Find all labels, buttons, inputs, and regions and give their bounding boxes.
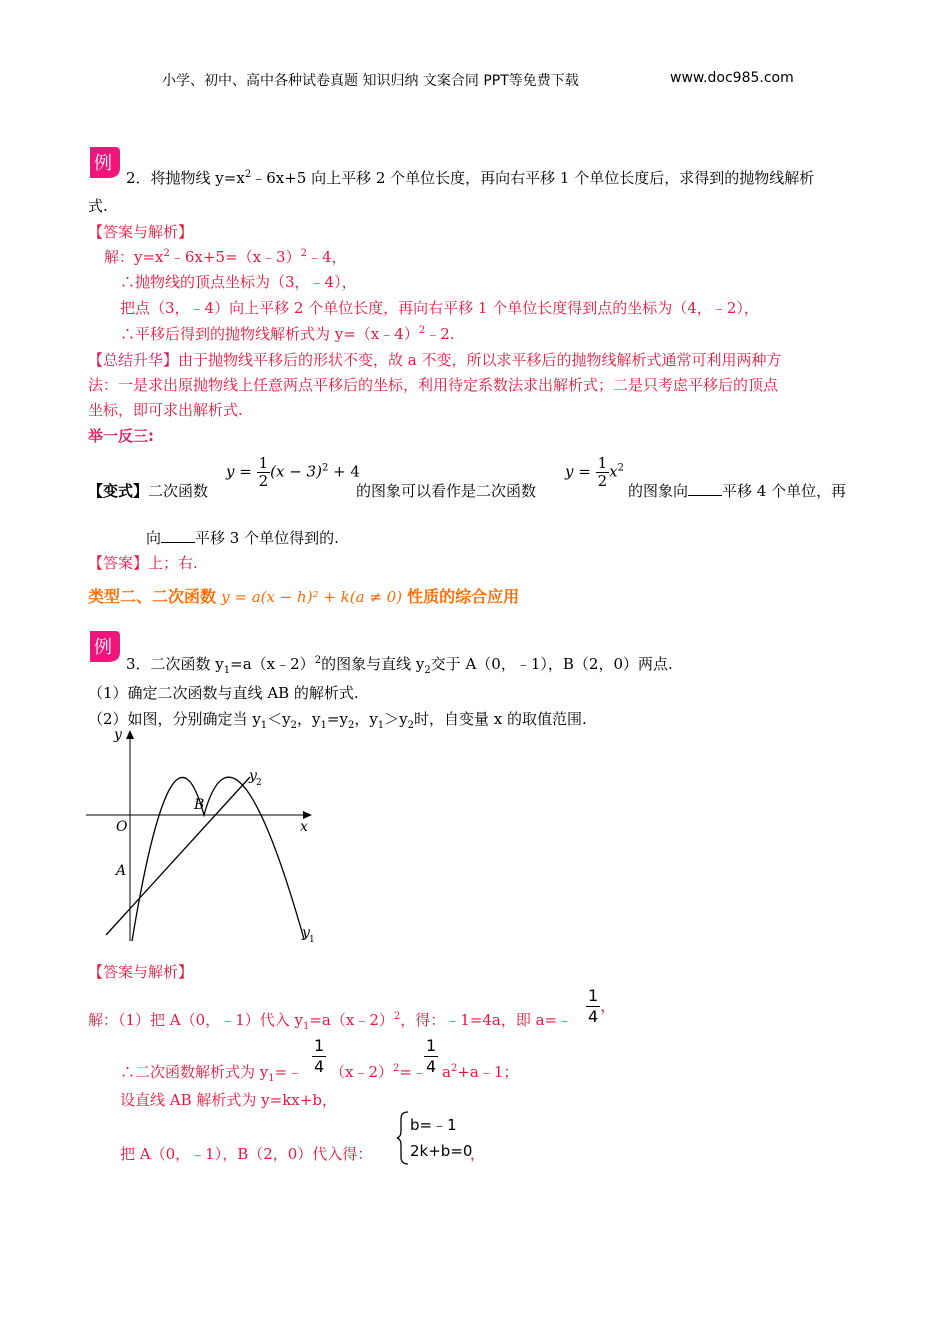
example2-summary-line2: 法：一是求出原抛物线上任意两点平移后的坐标，利用待定系数法求出解析式；二是只考虑平移后的顶点 (88, 376, 779, 394)
header-text: 小学、初中、高中各种试卷真题 知识归纳 文案合同 PPT等免费下载 (162, 73, 579, 89)
example3-part2: （2）如图，分别确定当 $y_1<y_2$，$y_1=y_2$，$y_1>y_2$时，自变量 x 的取值范围. (88, 710, 587, 731)
graph-y2-label: y (249, 768, 257, 784)
graph-point-b-label: B (194, 797, 205, 813)
variation-text3-line: 的图象向 平移 4 个单位，再 (628, 482, 847, 500)
example3-solution-line2b: （x﹣2）$^2$=﹣ (330, 1063, 427, 1081)
example2-question-tail: 式. (88, 197, 108, 215)
example3-solution-line4: 把 A（0，﹣1），B（2，0）代入得： (120, 1145, 373, 1163)
y-axis-arrow-icon (126, 730, 134, 739)
system-equations (410, 1112, 472, 1164)
example2-answer-title: 【答案与解析】 (88, 223, 194, 241)
variation-blank1[interactable] (688, 495, 722, 496)
example3-answer-title: 【答案与解析】 (88, 963, 194, 981)
system-tail: ， (470, 1145, 486, 1163)
example2-solution-line1: 解：$y=x^2﹣6x+5=(x﹣3)^2﹣4$， (104, 248, 347, 266)
example2-question: 2．将抛物线 $y=x^2﹣6x+5$ 向上平移 2 个单位长度，再向右平移 1 个单位长度后，求得到的抛物线解析 (126, 169, 815, 187)
header-url[interactable]: www.doc985.com (670, 70, 794, 86)
variation-formula2: y = $\frac{1}{2}$ $x^2$ (565, 454, 624, 490)
example3-question: 3．二次函数 $y_1=a(x﹣2)^2$的图象与直线 $y_2$交于 A（0，﹣1），B（2，0）两点. (126, 655, 673, 676)
graph-y2-sub: 2 (256, 778, 262, 788)
system-eq1: b=﹣1 (410, 1116, 457, 1134)
example2-solution-line3: 把点（3，﹣4）向上平移 2 个单位长度，再向右平移 1 个单位长度得到点的坐标为（4，﹣2）， (120, 299, 759, 317)
example3-part1: （1）确定二次函数与直线 AB 的解析式. (88, 684, 359, 702)
example-badge-icon-2 (86, 628, 122, 664)
variation-answer: 【答案】上；右. (88, 554, 198, 572)
section2-title: 类型二、二次函数 y = a(x − h)² + k(a ≠ 0) 性质的综合应用 (88, 587, 520, 606)
example2-solution-line4: ∴平移后得到的抛物线解析式为 y=（x﹣4）$^2$﹣2. (120, 325, 455, 343)
example3-graph (84, 725, 324, 947)
example3-solution-line2c: $a^2+a﹣1$； (442, 1063, 519, 1081)
example3-frac-a: $\frac{1}{4}$ ， (588, 986, 617, 1026)
variation-blank2[interactable] (161, 542, 195, 543)
example2-summary-line1: 【总结升华】由于抛物线平移后的形状不变，故 a 不变，所以求平移后的抛物线解析式通常可利用两种方 (88, 351, 782, 369)
example3-solution-line3: 设直线 AB 解析式为 y=kx+b， (120, 1091, 337, 1109)
graph-y1-sub: 1 (309, 935, 315, 945)
graph-y1-label: y (302, 925, 310, 941)
example3-frac-b: $\frac{1}{4}$ (314, 1036, 325, 1076)
variation-line2: 向 平移 3 个单位得到的. (146, 529, 339, 547)
badge-char: 例 (94, 153, 112, 174)
example2-summary-line3: 坐标，即可求出解析式. (88, 401, 243, 419)
variation-label: 【变式】 (88, 482, 149, 500)
graph-y-label: y (114, 727, 122, 743)
parabola-y1 (132, 777, 304, 941)
variation-text1: 二次函数 (148, 482, 209, 500)
variation-formula1: y = $\frac{1}{2}$ $(x - 3)^2 + 4$ (226, 454, 360, 490)
graph-origin-label: O (116, 819, 128, 835)
example-badge-icon (86, 144, 122, 180)
x-axis-arrow-icon (303, 811, 312, 819)
variation-label-wrap (88, 481, 208, 501)
badge-char-2: 例 (94, 637, 112, 658)
variation-text2: 的图象可以看作是二次函数 (356, 482, 537, 500)
example3-solution-line2: ∴二次函数解析式为 $y_1=﹣$ (120, 1063, 303, 1084)
system-eq2: 2k+b=0 (410, 1142, 473, 1160)
example2-solution-line2: ∴抛物线的顶点坐标为（3，﹣4）， (120, 273, 357, 291)
system-brace-icon (396, 1110, 410, 1166)
example3-frac-c: $\frac{1}{4}$ (426, 1036, 437, 1076)
graph-x-label: x (300, 819, 308, 835)
graph-point-a-label: A (116, 863, 127, 879)
line-y2 (106, 777, 250, 935)
variation-heading: 举一反三: (88, 427, 154, 445)
example3-solution-line1: 解：（1）把 A（0，﹣1）代入 $y_1=a(x﹣2)^2$，得：﹣1=4a，即 a=﹣ (88, 1011, 573, 1032)
